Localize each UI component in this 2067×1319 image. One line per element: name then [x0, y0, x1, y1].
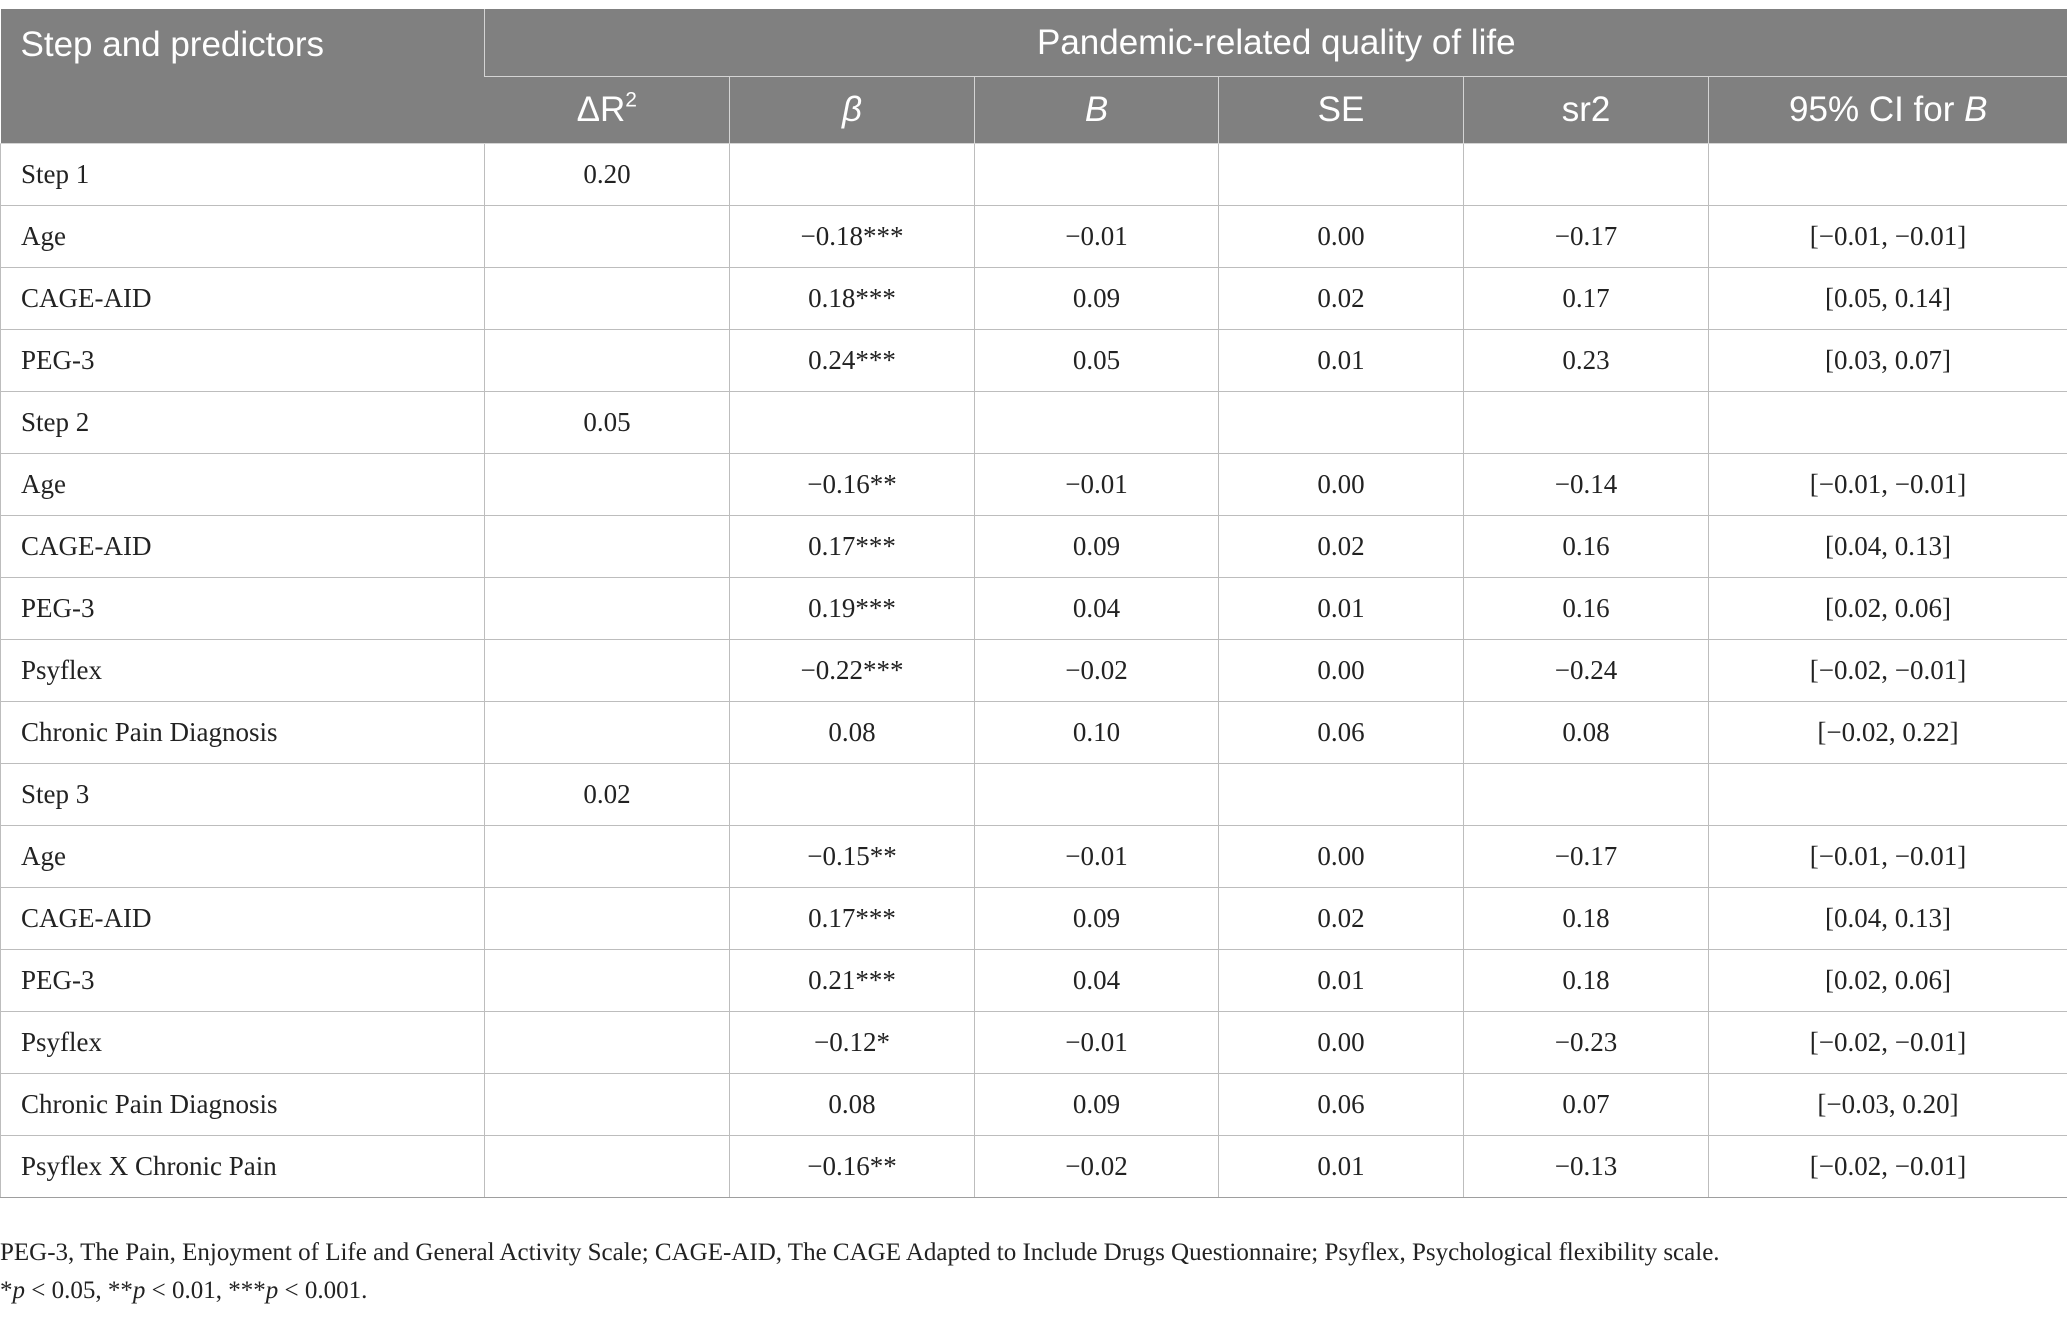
delta-r2-cell: [485, 888, 730, 950]
sr2-cell: [1464, 392, 1709, 454]
b-cell: 0.09: [975, 268, 1219, 330]
beta-cell: −0.22***: [730, 640, 975, 702]
delta-r2-cell: [485, 330, 730, 392]
ci-cell: [−0.01, −0.01]: [1709, 454, 2067, 516]
sr2-cell: −0.14: [1464, 454, 1709, 516]
abbreviations-note: PEG-3, The Pain, Enjoyment of Life and General Activity Scale; CAGE-AID, The CAGE Adapted to Include Drugs Questionnaire; Psyflex, Psychological flexibility scale.: [0, 1239, 1720, 1266]
beta-cell: [730, 392, 975, 454]
predictor-cell: Age: [1, 826, 485, 888]
b-cell: [975, 764, 1219, 826]
group-header: Pandemic-related quality of life: [485, 9, 2067, 77]
sig-p-3: p: [265, 1277, 279, 1304]
ci-cell: [1709, 764, 2067, 826]
table-row: [1, 702, 2067, 764]
header-row-1: [1, 9, 2067, 77]
delta-r2-cell: [485, 826, 730, 888]
sig-p-1: p: [12, 1277, 25, 1304]
beta-cell: 0.24***: [730, 330, 975, 392]
se-cell: 0.02: [1219, 516, 1464, 578]
delta-r2-cell: [485, 454, 730, 516]
predictor-cell: PEG-3: [1, 950, 485, 1012]
delta-r2-cell: [485, 268, 730, 330]
ci-cell: [−0.02, 0.22]: [1709, 702, 2067, 764]
beta-header: β: [730, 77, 975, 144]
beta-cell: 0.08: [730, 1074, 975, 1136]
b-cell: 0.05: [975, 330, 1219, 392]
se-cell: 0.00: [1219, 826, 1464, 888]
table-row: [1, 826, 2067, 888]
table-row: [1, 888, 2067, 950]
ci-header-prefix: 95% CI for: [1789, 90, 1965, 129]
b-cell: 0.10: [975, 702, 1219, 764]
table-row: [1, 578, 2067, 640]
se-cell: 0.00: [1219, 1012, 1464, 1074]
beta-cell: 0.19***: [730, 578, 975, 640]
predictor-cell: PEG-3: [1, 330, 485, 392]
sr2-cell: 0.08: [1464, 702, 1709, 764]
sr2-cell: −0.17: [1464, 826, 1709, 888]
b-header: B: [975, 77, 1219, 144]
beta-cell: −0.12*: [730, 1012, 975, 1074]
predictor-cell: Psyflex X Chronic Pain: [1, 1136, 485, 1198]
table-row: [1, 144, 2067, 206]
se-cell: [1219, 144, 1464, 206]
sr2-cell: −0.13: [1464, 1136, 1709, 1198]
ci-cell: [−0.01, −0.01]: [1709, 206, 2067, 268]
delta-r2-cell: [485, 1012, 730, 1074]
b-cell: 0.09: [975, 516, 1219, 578]
significance-note: [0, 1272, 1720, 1310]
ci-header: [1709, 77, 2067, 144]
beta-cell: −0.15**: [730, 826, 975, 888]
ci-cell: [1709, 144, 2067, 206]
table-row: [1, 640, 2067, 702]
sr2-cell: 0.07: [1464, 1074, 1709, 1136]
ci-cell: [0.04, 0.13]: [1709, 516, 2067, 578]
predictor-cell: Age: [1, 206, 485, 268]
beta-cell: 0.18***: [730, 268, 975, 330]
predictor-cell: CAGE-AID: [1, 516, 485, 578]
predictor-cell: Step 2: [1, 392, 485, 454]
sr2-cell: 0.23: [1464, 330, 1709, 392]
delta-r2-header: [485, 77, 730, 144]
regression-table-container: [0, 9, 2067, 1198]
sig-star: *: [0, 1277, 13, 1304]
predictor-cell: Step 1: [1, 144, 485, 206]
sig-rest-1: < 0.05, **: [25, 1277, 133, 1304]
predictor-cell: Chronic Pain Diagnosis: [1, 1074, 485, 1136]
table-header: [1, 9, 2067, 144]
beta-cell: [730, 764, 975, 826]
b-cell: −0.01: [975, 826, 1219, 888]
delta-r2-cell: 0.20: [485, 144, 730, 206]
se-cell: 0.06: [1219, 702, 1464, 764]
table-row: [1, 950, 2067, 1012]
ci-cell: [1709, 392, 2067, 454]
table-row: [1, 330, 2067, 392]
delta-r2-cell: 0.02: [485, 764, 730, 826]
se-cell: 0.06: [1219, 1074, 1464, 1136]
delta-r2-cell: [485, 206, 730, 268]
b-cell: −0.02: [975, 1136, 1219, 1198]
ci-cell: [−0.02, −0.01]: [1709, 640, 2067, 702]
ci-cell: [0.05, 0.14]: [1709, 268, 2067, 330]
se-cell: 0.02: [1219, 268, 1464, 330]
b-cell: −0.01: [975, 454, 1219, 516]
predictor-cell: CAGE-AID: [1, 888, 485, 950]
se-cell: 0.00: [1219, 454, 1464, 516]
b-cell: −0.01: [975, 206, 1219, 268]
beta-cell: 0.17***: [730, 888, 975, 950]
ci-cell: [0.02, 0.06]: [1709, 950, 2067, 1012]
delta-r2-cell: [485, 950, 730, 1012]
sig-rest-2: < 0.01, ***: [145, 1277, 266, 1304]
sr2-header: sr2: [1464, 77, 1709, 144]
table-row: [1, 1012, 2067, 1074]
delta-r2-cell: [485, 578, 730, 640]
delta-r-exponent: 2: [625, 88, 637, 112]
predictor-column-header: Step and predictors: [1, 9, 485, 144]
beta-cell: −0.16**: [730, 1136, 975, 1198]
se-cell: [1219, 392, 1464, 454]
delta-r2-cell: [485, 1136, 730, 1198]
se-cell: 0.00: [1219, 206, 1464, 268]
delta-r2-cell: [485, 702, 730, 764]
table-row: [1, 764, 2067, 826]
predictor-cell: Psyflex: [1, 640, 485, 702]
se-header: SE: [1219, 77, 1464, 144]
beta-cell: −0.16**: [730, 454, 975, 516]
table-row: [1, 392, 2067, 454]
table-row: [1, 268, 2067, 330]
se-cell: 0.00: [1219, 640, 1464, 702]
b-cell: 0.09: [975, 888, 1219, 950]
sr2-cell: −0.24: [1464, 640, 1709, 702]
predictor-cell: Psyflex: [1, 1012, 485, 1074]
se-cell: 0.01: [1219, 1136, 1464, 1198]
table-row: [1, 1074, 2067, 1136]
ci-cell: [0.02, 0.06]: [1709, 578, 2067, 640]
sig-p-2: p: [132, 1277, 146, 1304]
table-row: [1, 206, 2067, 268]
predictor-cell: Step 3: [1, 764, 485, 826]
sig-rest-3: < 0.001.: [278, 1277, 368, 1304]
delta-r2-cell: [485, 1074, 730, 1136]
sr2-cell: 0.18: [1464, 950, 1709, 1012]
se-cell: 0.01: [1219, 330, 1464, 392]
table-notes: [0, 1234, 1720, 1310]
table-row: [1, 516, 2067, 578]
beta-cell: −0.18***: [730, 206, 975, 268]
sr2-cell: 0.16: [1464, 578, 1709, 640]
table-body: [1, 144, 2067, 1198]
se-cell: 0.01: [1219, 950, 1464, 1012]
ci-cell: [−0.02, −0.01]: [1709, 1012, 2067, 1074]
table-row: [1, 1136, 2067, 1198]
delta-r2-cell: [485, 516, 730, 578]
sr2-cell: −0.17: [1464, 206, 1709, 268]
se-cell: 0.02: [1219, 888, 1464, 950]
predictor-cell: PEG-3: [1, 578, 485, 640]
se-cell: [1219, 764, 1464, 826]
delta-r2-cell: [485, 640, 730, 702]
beta-cell: 0.08: [730, 702, 975, 764]
regression-table: [0, 9, 2067, 1198]
ci-cell: [0.03, 0.07]: [1709, 330, 2067, 392]
sr2-cell: [1464, 764, 1709, 826]
predictor-cell: Age: [1, 454, 485, 516]
b-cell: 0.04: [975, 578, 1219, 640]
predictor-cell: Chronic Pain Diagnosis: [1, 702, 485, 764]
b-cell: 0.09: [975, 1074, 1219, 1136]
delta-r-text: ΔR: [576, 90, 626, 129]
ci-cell: [0.04, 0.13]: [1709, 888, 2067, 950]
ci-cell: [−0.03, 0.20]: [1709, 1074, 2067, 1136]
predictor-cell: CAGE-AID: [1, 268, 485, 330]
sr2-cell: [1464, 144, 1709, 206]
sr2-cell: 0.18: [1464, 888, 1709, 950]
ci-header-var: B: [1964, 90, 1988, 129]
beta-cell: 0.17***: [730, 516, 975, 578]
b-cell: [975, 392, 1219, 454]
beta-cell: [730, 144, 975, 206]
sr2-cell: 0.17: [1464, 268, 1709, 330]
b-cell: −0.02: [975, 640, 1219, 702]
b-cell: [975, 144, 1219, 206]
b-cell: −0.01: [975, 1012, 1219, 1074]
delta-r2-cell: 0.05: [485, 392, 730, 454]
ci-cell: [−0.02, −0.01]: [1709, 1136, 2067, 1198]
sr2-cell: −0.23: [1464, 1012, 1709, 1074]
ci-cell: [−0.01, −0.01]: [1709, 826, 2067, 888]
table-row: [1, 454, 2067, 516]
b-cell: 0.04: [975, 950, 1219, 1012]
beta-cell: 0.21***: [730, 950, 975, 1012]
se-cell: 0.01: [1219, 578, 1464, 640]
sr2-cell: 0.16: [1464, 516, 1709, 578]
